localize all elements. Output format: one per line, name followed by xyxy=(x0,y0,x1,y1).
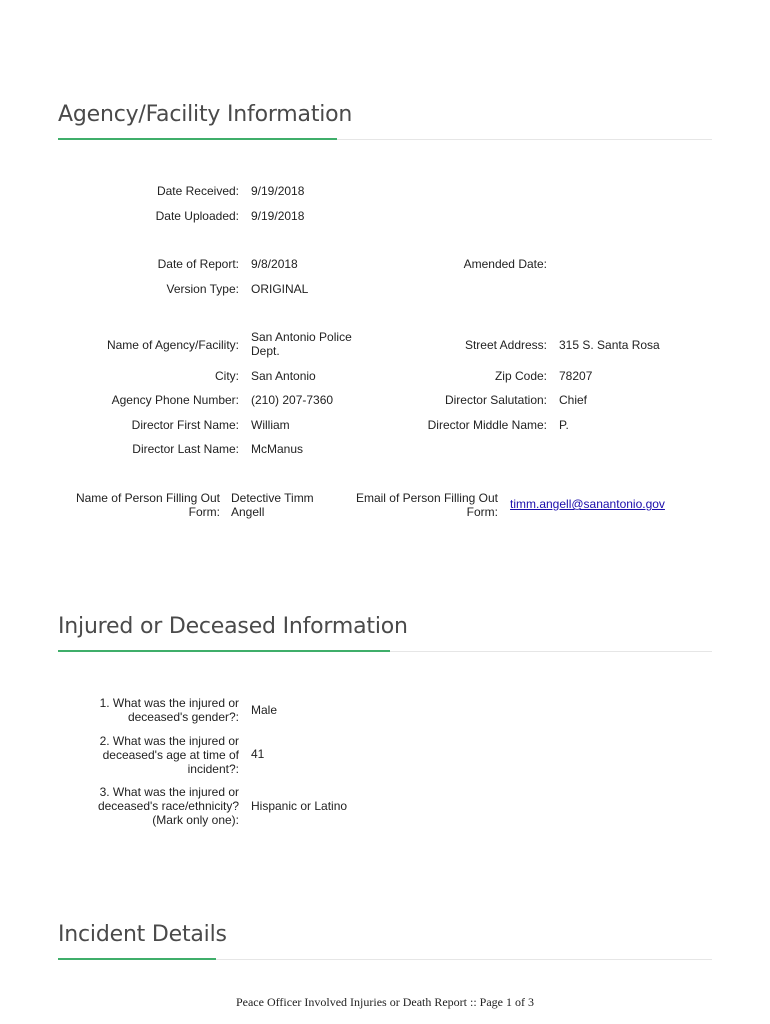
date-of-report-label: Date of Report: xyxy=(157,257,239,271)
date-received-value: 9/19/2018 xyxy=(251,184,305,198)
age-question-line2: deceased's age at time of xyxy=(102,748,239,762)
director-middle-name-value: P. xyxy=(559,418,569,432)
person-filling-label-line2: Form: xyxy=(188,505,220,519)
date-uploaded-label: Date Uploaded: xyxy=(155,209,239,223)
amended-date-label: Amended Date: xyxy=(463,257,547,271)
age-question-line1: 2. What was the injured or xyxy=(99,734,239,748)
street-address-value: 315 S. Santa Rosa xyxy=(559,338,660,352)
zip-code-label: Zip Code: xyxy=(494,369,547,383)
email-filling-link[interactable]: timm.angell@sanantonio.gov xyxy=(510,497,665,511)
agency-section-title: Agency/Facility Information xyxy=(58,102,353,127)
street-address-label: Street Address: xyxy=(464,338,547,352)
injured-section-accent xyxy=(58,650,390,652)
person-filling-value-line1: Detective Timm xyxy=(231,491,314,505)
person-filling-label-line1: Name of Person Filling Out xyxy=(75,491,220,505)
date-of-report-value: 9/8/2018 xyxy=(251,257,298,271)
director-last-name-value: McManus xyxy=(251,442,304,456)
page-footer: Peace Officer Involved Injuries or Death Report :: Page 1 of 3 xyxy=(235,995,534,1009)
agency-phone-label: Agency Phone Number: xyxy=(111,393,239,407)
gender-question-line1: 1. What was the injured or xyxy=(99,696,239,710)
gender-question xyxy=(100,696,239,724)
agency-section-accent xyxy=(58,138,337,140)
email-filling-label xyxy=(356,491,498,519)
version-type-label: Version Type: xyxy=(166,282,239,296)
incident-section-title: Incident Details xyxy=(58,922,227,947)
gender-question-line2: deceased's gender?: xyxy=(127,710,239,724)
agency-name-value-line1: San Antonio Police xyxy=(251,330,352,344)
gender-value: Male xyxy=(251,703,278,717)
agency-name-value xyxy=(251,330,352,358)
version-type-value: ORIGINAL xyxy=(251,282,309,296)
director-salutation-value: Chief xyxy=(559,393,588,407)
email-filling-label-line2: Form: xyxy=(466,505,498,519)
city-value: San Antonio xyxy=(251,369,316,383)
race-question-line3: (Mark only one): xyxy=(152,813,239,827)
director-middle-name-label: Director Middle Name: xyxy=(427,418,547,432)
email-filling-label-line1: Email of Person Filling Out xyxy=(355,491,498,505)
incident-section-accent xyxy=(58,958,216,960)
director-salutation-label: Director Salutation: xyxy=(444,393,547,407)
race-question-line1: 3. What was the injured or xyxy=(99,785,239,799)
age-question xyxy=(100,734,239,776)
agency-phone-value: (210) 207-7360 xyxy=(251,393,334,407)
agency-name-value-line2: Dept. xyxy=(251,344,280,358)
age-value: 41 xyxy=(251,747,265,761)
date-uploaded-value: 9/19/2018 xyxy=(251,209,305,223)
injured-section-title: Injured or Deceased Information xyxy=(58,614,408,639)
person-filling-value xyxy=(231,491,314,519)
director-last-name-label: Director Last Name: xyxy=(132,442,239,456)
race-question xyxy=(98,785,239,827)
agency-name-label: Name of Agency/Facility: xyxy=(106,338,239,352)
age-question-line3: incident?: xyxy=(187,762,239,776)
director-first-name-label: Director First Name: xyxy=(131,418,239,432)
race-value: Hispanic or Latino xyxy=(251,799,348,813)
race-question-line2: deceased's race/ethnicity? xyxy=(97,799,239,813)
person-filling-label xyxy=(76,491,220,519)
date-received-label: Date Received: xyxy=(156,184,239,198)
person-filling-value-line2: Angell xyxy=(231,505,265,519)
city-label: City: xyxy=(215,369,239,383)
director-first-name-value: William xyxy=(251,418,290,432)
zip-code-value: 78207 xyxy=(559,369,593,383)
